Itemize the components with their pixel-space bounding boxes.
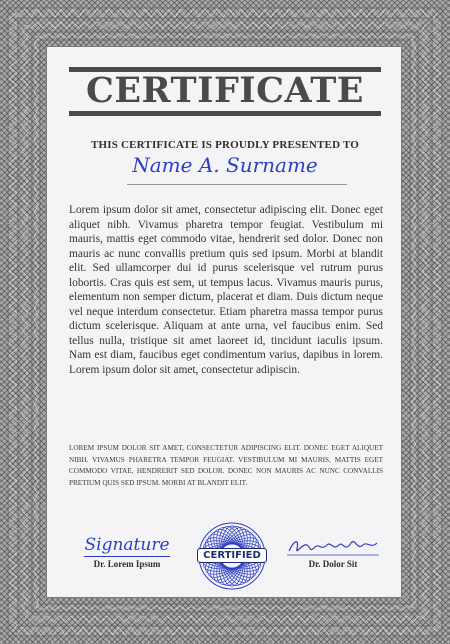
- signature-block-right: [283, 535, 383, 569]
- signatory-name-right: Dr. Dolor Sit: [308, 559, 358, 569]
- certified-seal: [197, 521, 267, 591]
- signature-block-left: [77, 535, 177, 569]
- certificate-inner-panel: [46, 46, 402, 598]
- signatory-name-left: Dr. Lorem Ipsum: [93, 559, 161, 569]
- title-bottom-rule: [69, 111, 381, 116]
- certificate-body-text: Lorem ipsum dolor sit amet, consectetur adipiscing elit. Donec eget aliquet nibh. Vivamus pharetra tempor feugiat. Vestibulum mi mauris, mattis eget commodo vitae, hendrerit sed dolor. Donec non mauris ac nunc convallis pretium quis sed ipsum. Morbi at blandit elit. Sed ullamcorper dui id purus scelerisque vel rutrum purus lobortis. Cras quis est sem, ut tempus lacus. Vivamus mauris purus, elementum non semper dictum, placerat et diam. Duis dictum neque vel neque interdum consectetur. Etiam pharetra massa tempor purus dictum scelerisque. Aliquam at ante urna, vel faucibus enim. Sed tellus nulla, tristique sit amet laoreet id, tincidunt iaculis ipsum. Nam est diam, faucibus eget condimentum varius, dapibus in lorem. Lorem ipsum dolor sit amet, consectetur adipiscin.: [69, 204, 383, 376]
- signature-script-left: Signature: [84, 535, 170, 555]
- handwritten-signature-icon: [285, 535, 381, 557]
- name-underline: [127, 184, 347, 185]
- certificate-small-print: LOREM IPSUM DOLOR SIT AMET, CONSECTETUR ADIPISCING ELIT. DONEC EGET ALIQUET NIBH. VIVAMUS PHARETRA TEMPOR FEUGIAT. VESTIBULUM MI MAURIS, MATTIS EGET COMMODO VITAE, HENDRERIT SED DOLOR. DONEC NON MAURIS AC NUNC CONVALLIS PRETIUM QUIS SED IPSUM. MORBI AT BLANDIT ELIT.: [69, 444, 383, 488]
- certificate-title: CERTIFICATE: [86, 70, 364, 111]
- seal-label: CERTIFIED: [197, 548, 267, 563]
- presented-to-line: THIS CERTIFICATE IS PROUDLY PRESENTED TO: [90, 139, 360, 151]
- recipient-name: Name A. Surname: [132, 153, 318, 177]
